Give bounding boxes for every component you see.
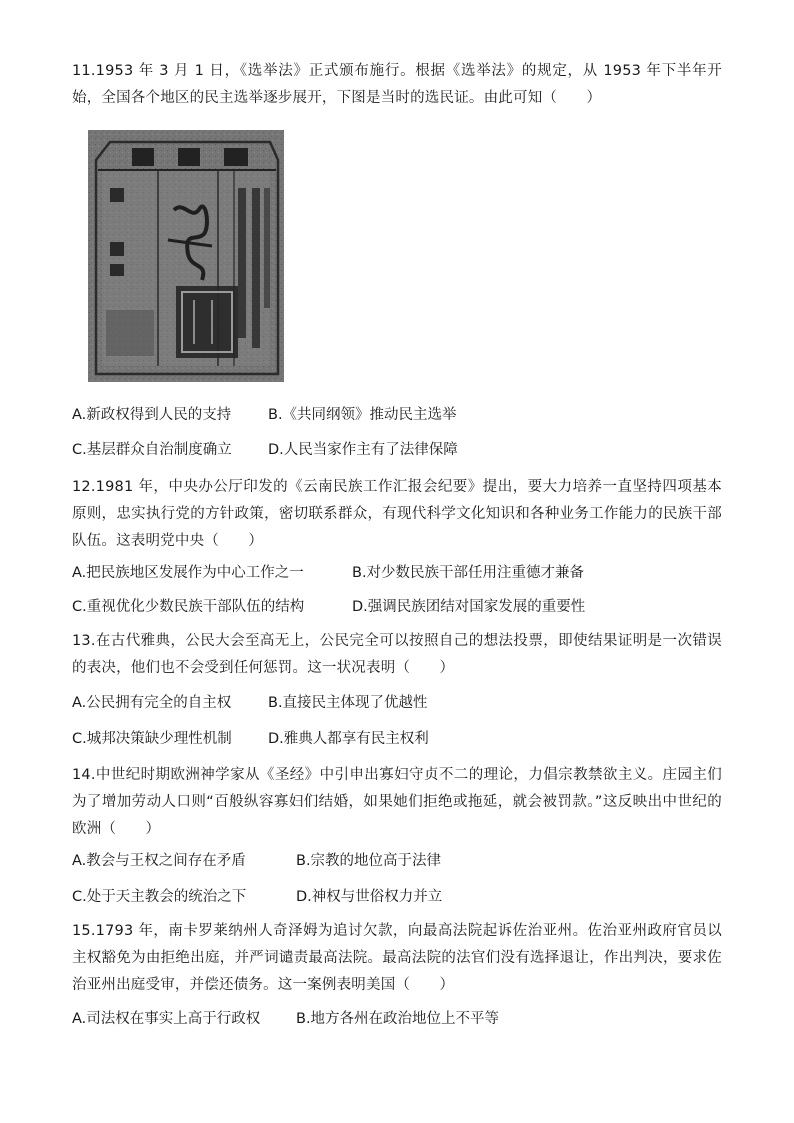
question-text: 1793 年，南卡罗莱纳州人奇泽姆为追讨欠款，向最高法院起诉佐治亚州。佐治亚州政府官员以主权豁免为由拒绝出庭，并严词谴责最高法院。最高法院的法官们没有选择退让，作出判决，要求佐治亚州出庭受审，并偿还债务。这一案例表明美国（ ） [72,923,722,993]
question-text: 在古代雅典，公民大会至高无上，公民完全可以按照自己的想法投票，即使结果证明是一次错误的表决，他们也不会受到任何惩罚。这一状况表明（ ） [72,633,722,676]
question-15-stem [72,918,722,999]
option-c[interactable]: C.基层群众自治制度确立 [72,442,232,458]
question-13-options-row-2 [72,728,732,750]
voter-certificate-photo [88,130,284,382]
option-b[interactable]: B.《共同纲领》推动民主选举 [268,407,457,423]
question-13-stem [72,628,722,682]
voter-certificate-image [88,130,284,382]
option-b[interactable]: B.宗教的地位高于法律 [296,853,442,869]
option-a[interactable]: A.公民拥有完全的自主权 [72,695,232,711]
option-b[interactable]: B.对少数民族干部任用注重德才兼备 [352,565,585,581]
question-11-options-row-1 [72,404,732,426]
option-c[interactable]: C.重视优化少数民族干部队伍的结构 [72,599,305,615]
question-text: 中世纪时期欧洲神学家从《圣经》中引申出寡妇守贞不二的理论，力倡宗教禁欲主义。庄园主们为了增加劳动人口则“百般纵容寡妇们结婚，如果她们拒绝或拖延，就会被罚款。”这反映出中世纪的欧洲（ ） [72,767,722,837]
question-number: 13. [72,633,96,649]
option-d[interactable]: D.神权与世俗权力并立 [296,889,443,905]
question-number: 15. [72,923,96,939]
option-a[interactable]: A.教会与王权之间存在矛盾 [72,853,246,869]
question-14-stem [72,762,722,843]
question-11-stem [72,58,722,112]
option-b[interactable]: B.直接民主体现了优越性 [268,695,428,711]
question-number: 14. [72,767,96,783]
option-c[interactable]: C.城邦决策缺少理性机制 [72,731,232,747]
option-d[interactable]: D.人民当家作主有了法律保障 [268,442,458,458]
question-text: 1953 年 3 月 1 日，《选举法》正式颁布施行。根据《选举法》的规定，从 1953 年下半年开始，全国各个地区的民主选举逐步展开，下图是当时的选民证。由此可知（ ） [72,63,722,106]
question-14-options-row-1 [72,850,732,872]
option-a[interactable]: A.新政权得到人民的支持 [72,407,232,423]
option-a[interactable]: A.把民族地区发展作为中心工作之一 [72,565,304,581]
question-14-options-row-2 [72,886,732,908]
option-a[interactable]: A.司法权在事实上高于行政权 [72,1011,261,1027]
question-12-options-row-1 [72,562,732,584]
question-11-options-row-2 [72,439,732,461]
question-13-options-row-1 [72,692,732,714]
option-c[interactable]: C.处于天主教会的统治之下 [72,889,247,905]
option-b[interactable]: B.地方各州在政治地位上不平等 [296,1011,500,1027]
question-12-options-row-2 [72,596,732,618]
question-15-options-row-1 [72,1008,732,1030]
option-d[interactable]: D.强调民族团结对国家发展的重要性 [352,599,586,615]
question-number: 12. [72,479,96,495]
question-number: 11. [72,63,96,79]
question-12-stem [72,474,722,555]
question-text: 1981 年，中央办公厅印发的《云南民族工作汇报会纪要》提出，要大力培养一直坚持四项基本原则，忠实执行党的方针政策，密切联系群众，有现代科学文化知识和各种业务工作能力的民族干部队伍。这表明党中央（ ） [72,479,722,549]
option-d[interactable]: D.雅典人都享有民主权利 [268,731,429,747]
